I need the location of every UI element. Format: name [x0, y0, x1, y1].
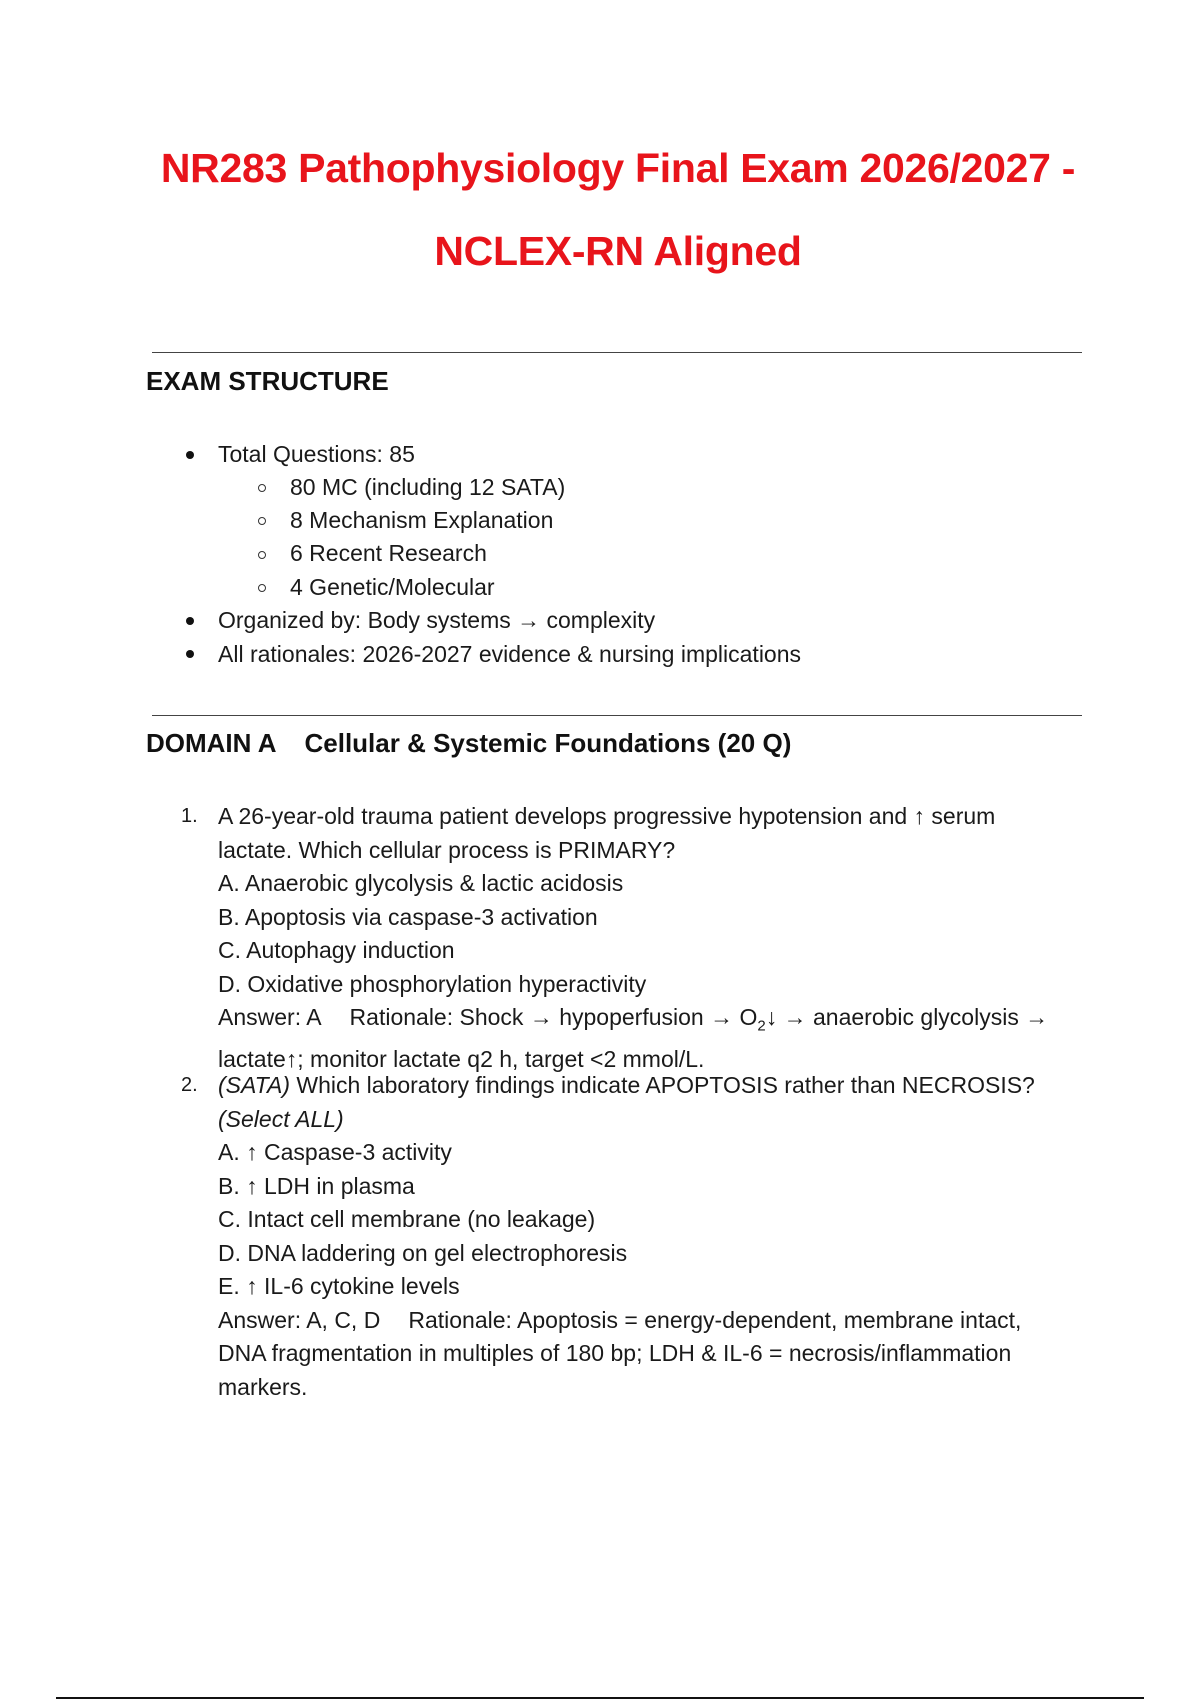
- sub-bullet-icon: [258, 484, 266, 492]
- question-number: 2.: [181, 1074, 198, 1096]
- question-2: [218, 1069, 1098, 1404]
- list-item: All rationales: 2026-2027 evidence & nursing implications: [218, 641, 802, 667]
- sub-list-item: 80 MC (including 12 SATA): [290, 474, 566, 500]
- subscript: 2: [757, 1017, 766, 1035]
- rationale-text: ↓ → anaerobic glycolysis →: [765, 1004, 1049, 1030]
- sub-list-item: 6 Recent Research: [290, 540, 487, 566]
- question-number: 1.: [181, 805, 198, 827]
- section-divider: [152, 352, 1082, 353]
- answer-option: B. Apoptosis via caspase-3 activation: [218, 903, 598, 930]
- sub-list-item: 4 Genetic/Molecular: [290, 574, 495, 600]
- answer-option: D. Oxidative phosphorylation hyperactivity: [218, 970, 647, 997]
- sata-tag: (SATA): [218, 1072, 290, 1098]
- answer-key: Answer: A, C, D: [218, 1306, 381, 1333]
- answer-option: D. DNA laddering on gel electrophoresis: [218, 1239, 628, 1266]
- question-stem: A 26-year-old trauma patient develops progressive hypotension and ↑ serum: [218, 803, 996, 829]
- rationale-text: DNA fragmentation in multiples of 180 bp; LDH & IL-6 = necrosis/inflammation: [218, 1340, 1012, 1366]
- answer-option: E. ↑ IL-6 cytokine levels: [218, 1273, 460, 1299]
- list-item: Organized by: Body systems → complexity: [218, 607, 656, 633]
- answer-rationale: [218, 1304, 1098, 1338]
- domain-label: DOMAIN A: [146, 728, 277, 758]
- bullet-icon: [186, 617, 194, 625]
- exam-structure-heading: EXAM STRUCTURE: [146, 366, 389, 396]
- rationale-text: Rationale: Apoptosis = energy-dependent, membrane intact,: [408, 1306, 1022, 1333]
- page-bottom-border: [56, 1697, 1144, 1699]
- sub-bullet-icon: [258, 584, 266, 592]
- question-1: [218, 800, 1098, 1077]
- answer-key: Answer: A: [218, 1004, 322, 1030]
- rationale-text: Rationale: Shock → hypoperfusion → O: [349, 1004, 758, 1030]
- question-instruction: (Select ALL): [218, 1105, 344, 1132]
- document-title-line-2: NCLEX-RN Aligned: [434, 228, 802, 274]
- question-stem: lactate. Which cellular process is PRIMARY?: [218, 836, 676, 863]
- list-item: Total Questions: 85: [218, 441, 415, 467]
- domain-a-heading: [146, 728, 791, 759]
- sub-list-item: 8 Mechanism Explanation: [290, 507, 554, 533]
- rationale-text: lactate↑; monitor lactate q2 h, target <2 mmol/L.: [218, 1046, 705, 1073]
- question-stem: (SATA) Which laboratory findings indicate APOPTOSIS rather than NECROSIS?: [218, 1072, 1035, 1098]
- section-divider: [152, 715, 1082, 716]
- answer-option: A. Anaerobic glycolysis & lactic acidosis: [218, 870, 624, 896]
- bullet-icon: [186, 451, 194, 459]
- bullet-icon: [186, 650, 194, 658]
- sub-bullet-icon: [258, 517, 266, 525]
- document-title-line-1: NR283 Pathophysiology Final Exam 2026/2027 -: [160, 145, 1076, 191]
- answer-option: B. ↑ LDH in plasma: [218, 1172, 415, 1199]
- answer-option: C. Intact cell membrane (no leakage): [218, 1206, 596, 1232]
- answer-option: C. Autophagy induction: [218, 937, 455, 963]
- sub-bullet-icon: [258, 551, 266, 559]
- answer-rationale: [218, 1001, 1098, 1043]
- answer-option: A. ↑ Caspase-3 activity: [218, 1139, 452, 1165]
- rationale-text: markers.: [218, 1373, 308, 1400]
- domain-name: Cellular & Systemic Foundations (20 Q): [304, 728, 792, 758]
